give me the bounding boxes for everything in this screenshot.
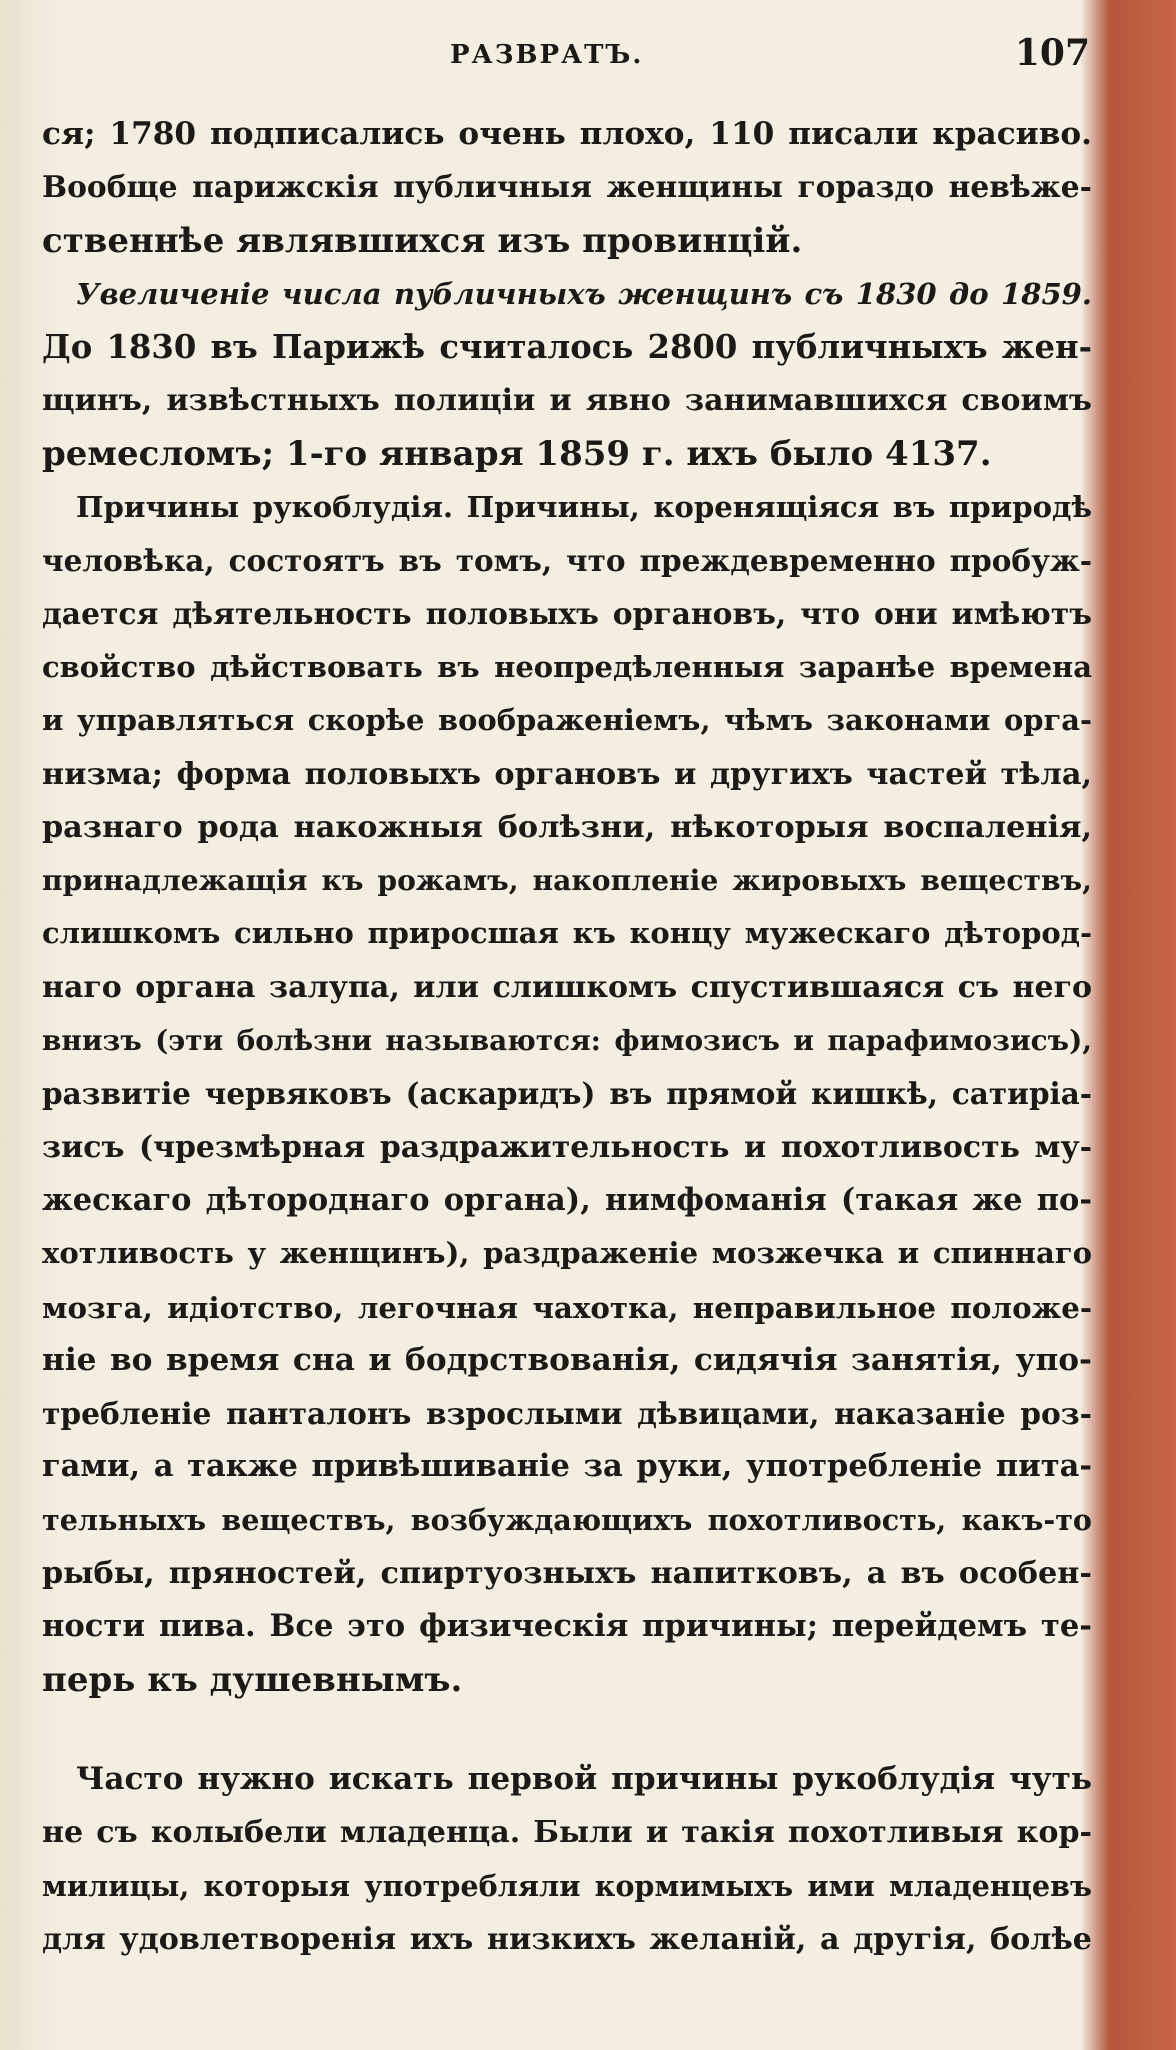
text-line: ся; 1780 подписались очень плохо, 110 писали красиво. (42, 116, 1092, 152)
text-line: человѣка, состоятъ въ томъ, что преждевременно пробуж- (42, 543, 1092, 579)
text-line: дается дѣятельность половыхъ органовъ, что они имѣютъ (42, 596, 1092, 632)
text-line: для удовлетворенія ихъ низкихъ желаній, а другія, болѣе (42, 1921, 1092, 1957)
text-line: ности пива. Все это физическія причины; перейдемъ те- (42, 1608, 1092, 1645)
section-heading-line: Причины рукоблудія. Причины, коренящіяся въ природѣ (76, 490, 1092, 525)
page-header (70, 28, 1090, 88)
text-line: До 1830 въ Парижѣ считалось 2800 публичныхъ жен- (42, 328, 1092, 367)
text-line: ніе во время сна и бодрствованія, сидячія занятія, упо- (42, 1341, 1092, 1378)
text-line: Вообще парижскія публичныя женщины гораздо невѣже- (42, 170, 1092, 206)
text-line: перь къ душевнымъ. (42, 1659, 463, 1700)
paragraph-gap (42, 1707, 1092, 1753)
text-line: разнаго рода накожныя болѣзни, нѣкоторыя воспаленія, (42, 809, 1092, 845)
page-number: 107 (1014, 32, 1090, 74)
text-line: и управляться скорѣе воображеніемъ, чѣмъ законами орга- (42, 703, 1092, 738)
text-line: низма; форма половыхъ органовъ и другихъ частей тѣла, (42, 756, 1092, 792)
text-line: не съ колыбели младенца. Были и такія похотливыя кор- (42, 1815, 1092, 1851)
text-line: тельныхъ веществъ, возбуждающихъ похотливость, какъ-то (42, 1502, 1092, 1537)
text-line: гами, а также привѣшиваніе за руки, употребленіе пита- (42, 1448, 1092, 1485)
text-line: требленіе панталонъ взрослыми дѣвицами, наказаніе роз- (42, 1396, 1092, 1432)
text-line: слишкомъ сильно приросшая къ концу мужескаго дѣтород- (42, 916, 1092, 951)
text-line: ремесломъ; 1-го января 1859 г. ихъ было 4137. (42, 433, 992, 474)
text-line: милицы, которыя употребляли кормимыхъ ими младенцевъ (42, 1868, 1092, 1903)
running-title: РАЗВРАТЪ. (450, 40, 644, 70)
text-line: принадлежащія къ рожамъ, накопленіе жировыхъ веществъ, (42, 864, 1092, 898)
text-line: жескаго дѣтороднаго органа), нимфоманія (такая же по- (42, 1181, 1092, 1218)
text-line: Часто нужно искать первой причины рукоблудія чуть (76, 1760, 1092, 1797)
text-line: развитіе червяковъ (аскаридъ) въ прямой кишкѣ, сатиріа- (42, 1076, 1092, 1112)
text-line: хотливость у женщинъ), раздраженіе мозжечка и спиннаго (42, 1236, 1092, 1271)
text-line: рыбы, пряностей, спиртуозныхъ напитковъ, а въ особен- (42, 1556, 1092, 1592)
text-line: мозга, идіотство, легочная чахотка, неправильное положе- (42, 1289, 1092, 1325)
text-line: щинъ, извѣстныхъ полиціи и явно занимавшихся своимъ (42, 383, 1092, 419)
text-line: зисъ (чрезмѣрная раздражительность и похотливость му- (42, 1129, 1092, 1165)
text-line: ственнѣе являвшихся изъ провинцій. (42, 220, 803, 261)
text-line: наго органа залупа, или слишкомъ спустившаяся съ него (42, 969, 1092, 1005)
text-line: свойство дѣйствовать въ неопредѣленныя заранѣе времена (42, 649, 1092, 684)
body-text (42, 108, 1092, 1966)
text-line: внизъ (эти болѣзни называются: фимозисъ и парафимозисъ), (42, 1024, 1092, 1058)
section-heading-line: Увеличеніе числа публичныхъ женщинъ съ 1830 до 1859. (76, 276, 1092, 311)
